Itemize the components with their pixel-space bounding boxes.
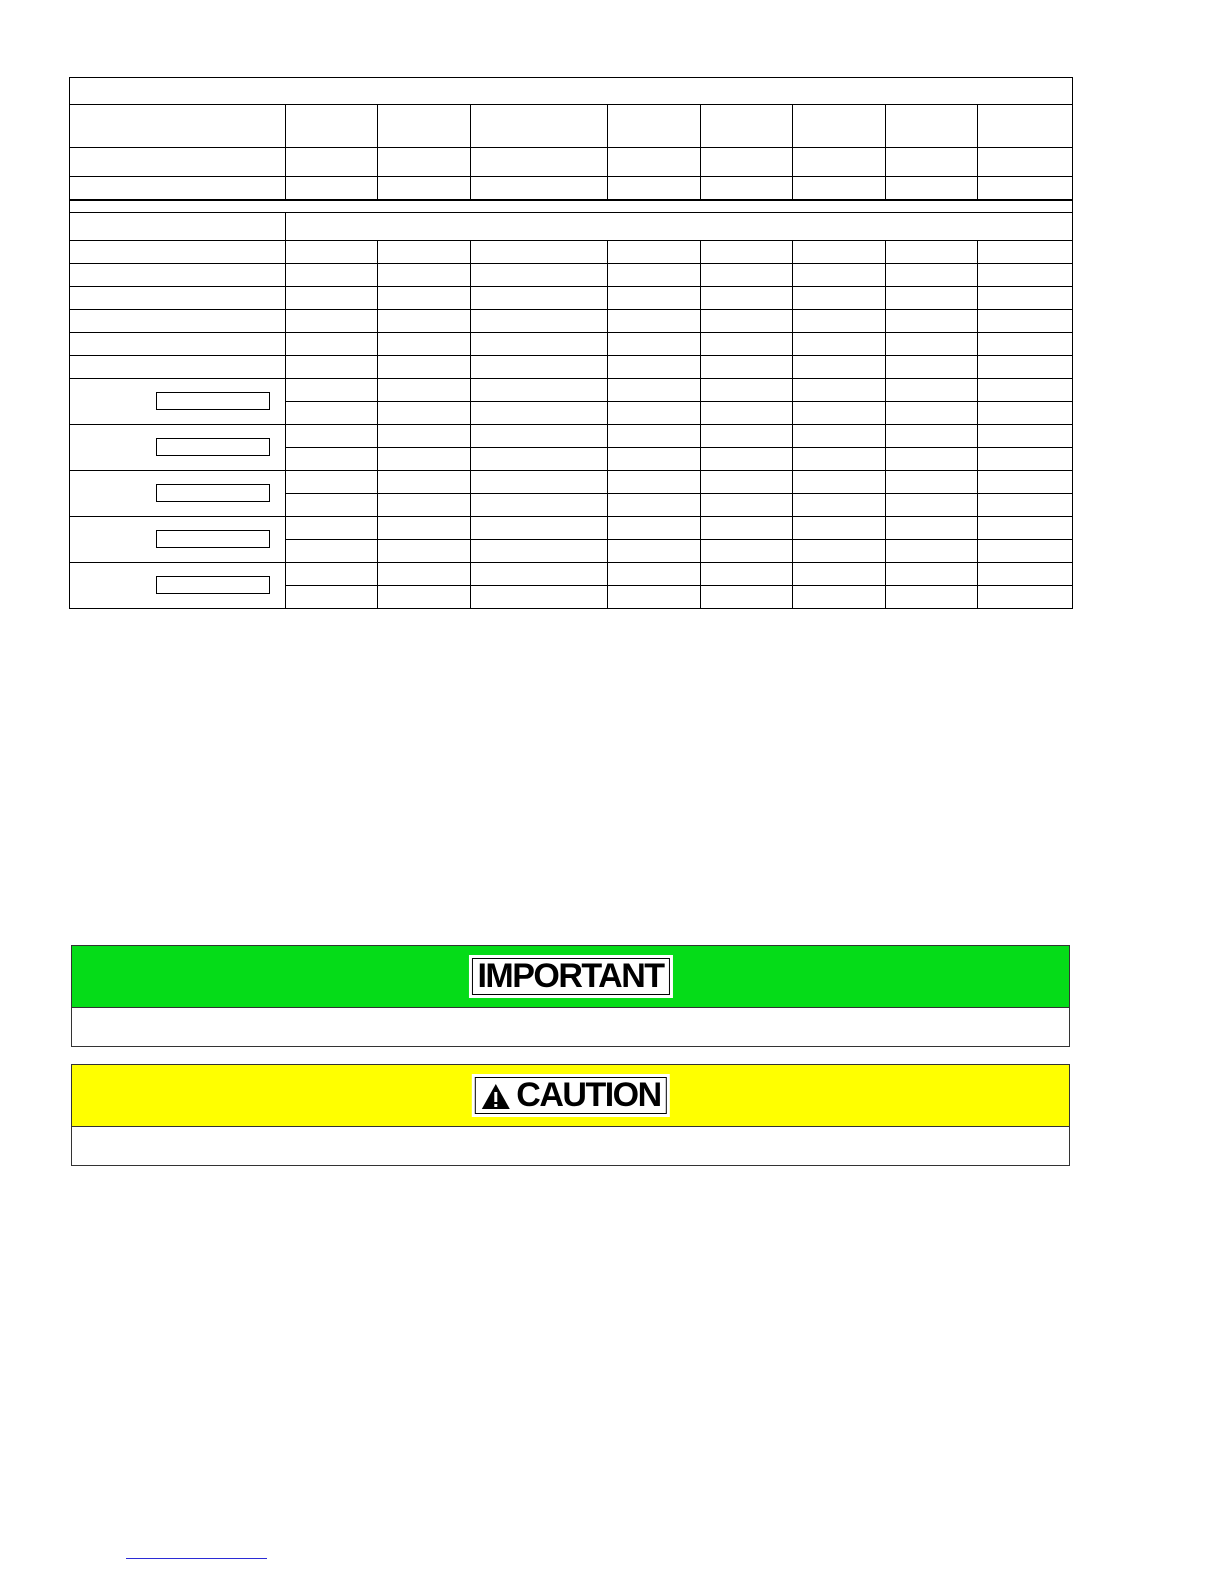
table-row	[70, 310, 1073, 333]
important-tag	[468, 955, 672, 998]
row-group-label-cell	[70, 425, 286, 471]
warning-triangle-icon	[480, 1082, 510, 1109]
table-title-row	[70, 78, 1073, 105]
table-divider-row	[70, 200, 1073, 213]
row-group-label-cell	[70, 471, 286, 517]
table-row	[70, 177, 1073, 201]
table-row-group	[70, 471, 1073, 494]
table-row	[70, 148, 1073, 177]
table-row	[70, 287, 1073, 310]
label-box	[156, 530, 270, 548]
table-row	[70, 356, 1073, 379]
row-group-label-cell	[70, 517, 286, 563]
label-box	[156, 576, 270, 594]
label-box	[156, 392, 270, 410]
footer-link[interactable]	[126, 1558, 267, 1559]
table-row-group	[70, 563, 1073, 586]
table-row-group	[70, 517, 1073, 540]
caution-banner	[72, 1065, 1069, 1127]
label-box	[156, 438, 270, 456]
row-group-label-cell	[70, 563, 286, 609]
important-notice	[71, 945, 1070, 1047]
table-row	[70, 333, 1073, 356]
caution-notice-body	[72, 1127, 1069, 1167]
row-group-label-cell	[70, 379, 286, 425]
table-row-group	[70, 379, 1073, 402]
caution-label: CAUTION	[516, 1076, 661, 1114]
important-banner	[72, 946, 1069, 1008]
table-row-group	[70, 425, 1073, 448]
table-row	[70, 264, 1073, 287]
specifications-table	[69, 77, 1073, 609]
caution-tag	[471, 1074, 669, 1117]
caution-notice	[71, 1064, 1070, 1166]
label-box	[156, 484, 270, 502]
table-section-row	[70, 213, 1073, 241]
table-row	[70, 241, 1073, 264]
important-notice-body	[72, 1008, 1069, 1048]
table-header-row	[70, 105, 1073, 148]
important-label: IMPORTANT	[471, 958, 669, 995]
